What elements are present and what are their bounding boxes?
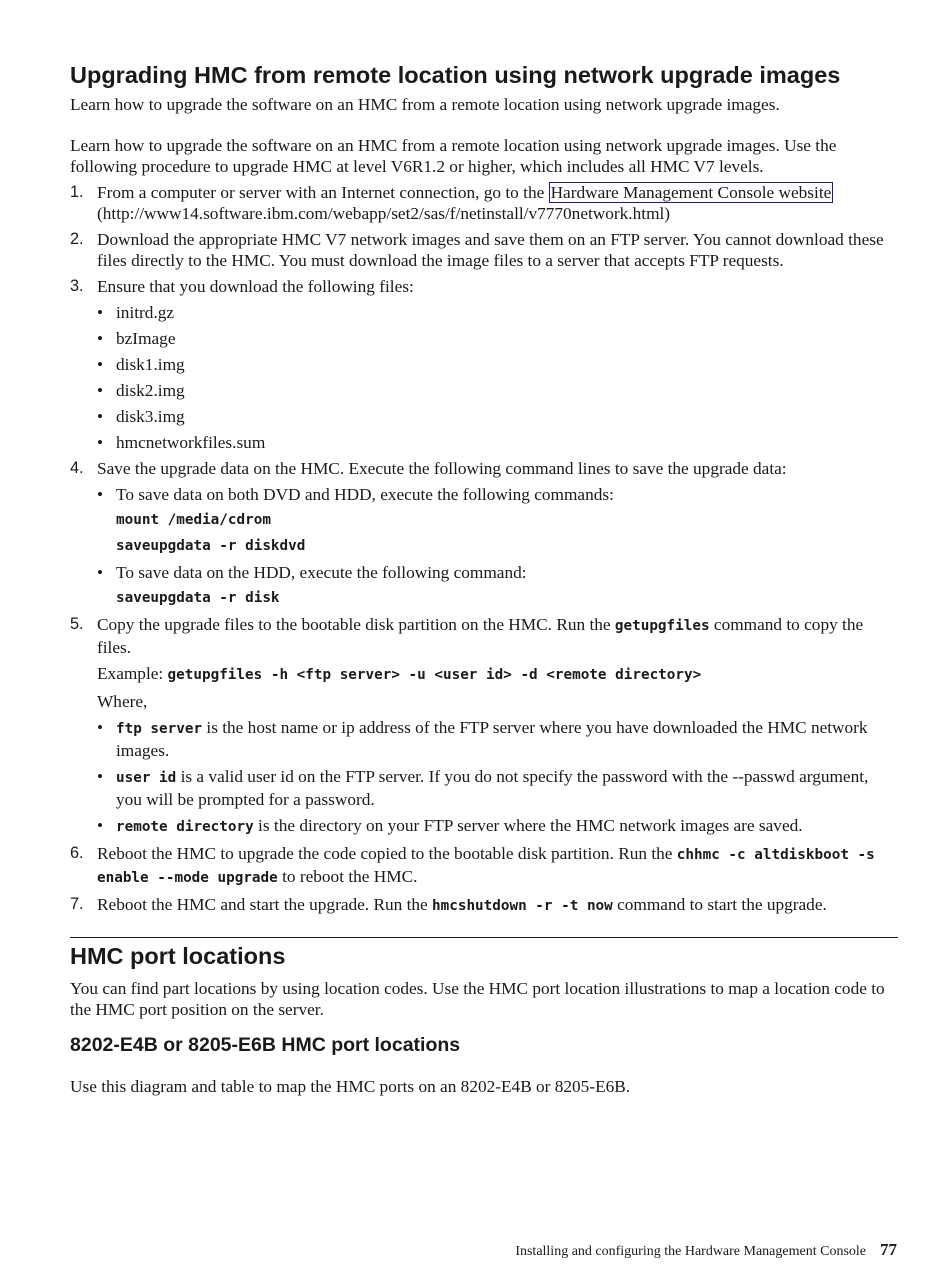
step-text: Reboot the HMC to upgrade the code copied to the bootable disk partition. Run the xyxy=(97,844,677,863)
parameter-list xyxy=(97,717,898,838)
file-list xyxy=(97,302,898,453)
list-item: • disk2.img xyxy=(97,380,898,401)
example-command: getupgfiles -h <ftp server> -u <user id> -d <remote directory> xyxy=(167,667,702,683)
step-number: 2. xyxy=(70,230,84,248)
list-item: • disk1.img xyxy=(97,354,898,375)
command-hmcshutdown: hmcshutdown -r -t now xyxy=(432,898,613,914)
section-intro: Learn how to upgrade the software on an HMC from a remote location using network upgrade images. Use the following procedure to upgrade HMC at level V6R1.2 or higher, which includes all HMC V7 levels. xyxy=(70,136,837,176)
command-chhmc: chhmc -c altdiskboot -s enable --mode upgrade xyxy=(97,847,875,886)
step-number: 5. xyxy=(70,615,84,633)
hmc-website-link[interactable]: Hardware Management Console website xyxy=(550,183,832,202)
page-footer xyxy=(515,1239,897,1263)
example-label: Example: xyxy=(97,664,168,683)
subsection-text: Use this diagram and table to map the HMC ports on an 8202-E4B or 8205-E6B. xyxy=(70,1077,631,1096)
param-term: ftp server xyxy=(116,721,203,737)
step-3 xyxy=(70,276,898,453)
param-text: is the directory on your FTP server where the HMC network images are saved. xyxy=(253,816,803,835)
step-text: command to copy the files. xyxy=(97,615,864,657)
step-text: Ensure that you download the following files: xyxy=(97,277,414,296)
step-4 xyxy=(70,458,898,609)
example-line xyxy=(97,663,898,686)
list-item xyxy=(97,815,898,838)
section-title: HMC port locations xyxy=(70,943,286,969)
step-text: command to start the upgrade. xyxy=(612,895,827,914)
option-text: To save data on both DVD and HDD, execute the following commands: xyxy=(116,485,614,504)
save-options-list xyxy=(97,484,898,609)
step-2 xyxy=(70,229,898,271)
list-item: • hmcnetworkfiles.sum xyxy=(97,432,898,453)
step-text: Download the appropriate HMC V7 network images and save them on an FTP server. You cannot download these files directly to the HMC. You must download the image files to a server that accepts FTP requests. xyxy=(97,230,884,270)
page-content xyxy=(70,56,898,1097)
param-term: user id xyxy=(116,770,177,786)
footer-title: Installing and configuring the Hardware Management Console xyxy=(515,1244,866,1259)
step-text: to reboot the HMC. xyxy=(277,867,418,886)
list-item xyxy=(97,562,898,609)
step-5 xyxy=(70,614,898,838)
list-item xyxy=(97,766,898,810)
step-number: 6. xyxy=(70,844,84,862)
option-text: To save data on the HDD, execute the following command: xyxy=(116,563,527,582)
step-number: 3. xyxy=(70,277,84,295)
subsection-title: 8202-E4B or 8205-E6B HMC port locations xyxy=(70,1034,461,1056)
page-number: 77 xyxy=(880,1240,897,1259)
step-url: (http://www14.software.ibm.com/webapp/set2/sas/f/netinstall/v7770network.html) xyxy=(97,204,671,223)
param-term: remote directory xyxy=(116,819,254,835)
section-summary: Learn how to upgrade the software on an HMC from a remote location using network upgrade images. xyxy=(70,95,780,114)
step-7 xyxy=(70,894,898,917)
step-1 xyxy=(70,182,898,224)
list-item xyxy=(97,717,898,761)
procedure-steps xyxy=(70,182,898,917)
step-text: Save the upgrade data on the HMC. Execute the following command lines to save the upgrade data: xyxy=(97,459,787,478)
section-title: Upgrading HMC from remote location using network upgrade images xyxy=(70,62,841,88)
step-text: Reboot the HMC and start the upgrade. Run the xyxy=(97,895,433,914)
step-text: From a computer or server with an Internet connection, go to the xyxy=(97,183,549,202)
list-item: • disk3.img xyxy=(97,406,898,427)
section-divider xyxy=(70,937,898,938)
step-number: 1. xyxy=(70,183,84,201)
step-text: Copy the upgrade files to the bootable disk partition on the HMC. Run the xyxy=(97,615,615,634)
list-item xyxy=(97,484,898,557)
step-6 xyxy=(70,843,898,889)
list-item: • bzImage xyxy=(97,328,898,349)
command-mount: mount /media/cdrom xyxy=(116,512,271,528)
param-text: is the host name or ip address of the FTP server where you have downloaded the HMC network images. xyxy=(116,718,868,760)
step-number: 7. xyxy=(70,895,84,913)
param-text: is a valid user id on the FTP server. If you do not specify the password with the --passwd argument, you will be prompted for a password. xyxy=(116,767,869,809)
command-saveupgdata-diskdvd: saveupgdata -r diskdvd xyxy=(116,538,306,554)
list-item: • initrd.gz xyxy=(97,302,898,323)
command-saveupgdata-disk: saveupgdata -r disk xyxy=(116,590,280,606)
step-number: 4. xyxy=(70,459,84,477)
command-getupgfiles: getupgfiles xyxy=(614,618,710,634)
section-text: You can find part locations by using location codes. Use the HMC port location illustrations to map a location code to the HMC port position on the server. xyxy=(70,979,885,1019)
where-label: Where, xyxy=(97,692,148,711)
